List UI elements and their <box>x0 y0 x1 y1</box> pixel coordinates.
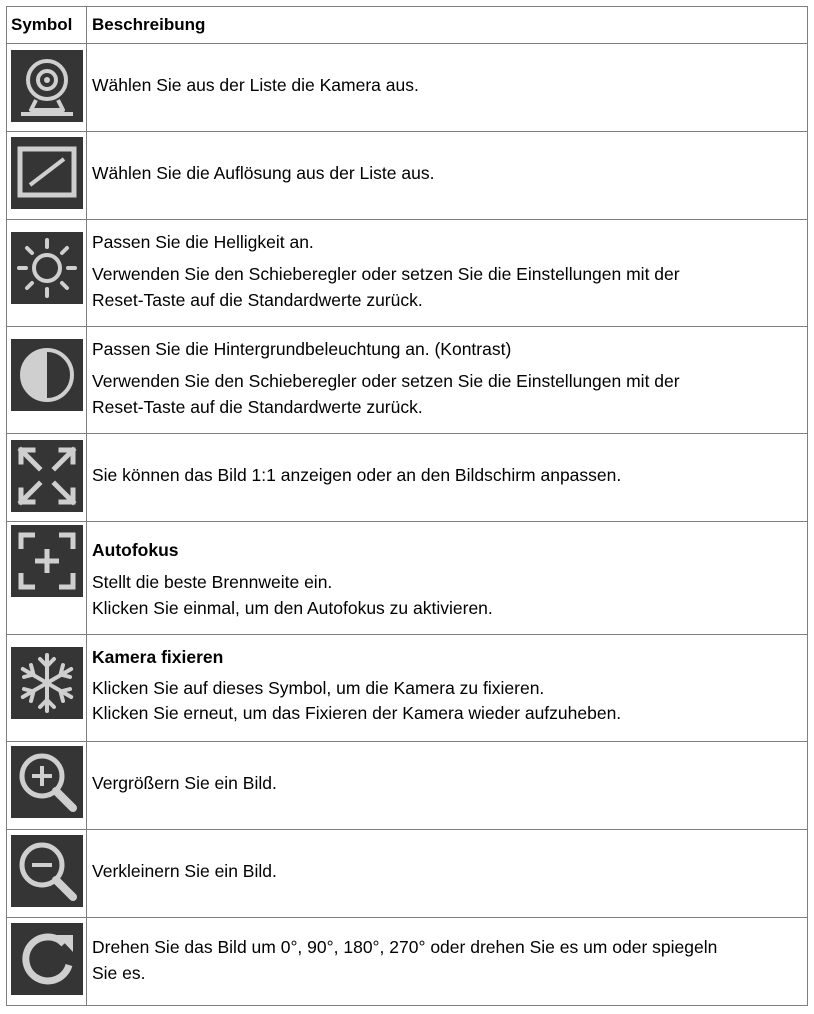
description-text: Verwenden Sie den Schieberegler oder setzen Sie die Einstellungen mit der <box>92 264 680 284</box>
description-text: Wählen Sie die Auflösung aus der Liste aus. <box>92 163 435 183</box>
header-description: Beschreibung <box>87 7 808 43</box>
rotate-icon <box>11 923 83 995</box>
contrast-icon <box>11 339 83 411</box>
table-row <box>6 326 808 433</box>
description-text: Verkleinern Sie ein Bild. <box>92 861 277 881</box>
fit-screen-icon <box>11 440 83 512</box>
description-text: Klicken Sie auf dieses Symbol, um die Kamera zu fixieren. <box>92 678 545 698</box>
description-text: Wählen Sie aus der Liste die Kamera aus. <box>92 75 419 95</box>
description-cell <box>87 522 808 634</box>
description-cell <box>87 327 808 433</box>
description-text: Klicken Sie erneut, um das Fixieren der Kamera wieder aufzuheben. <box>92 703 622 723</box>
description-cell <box>87 132 808 219</box>
description-text: Passen Sie die Helligkeit an. <box>92 232 314 252</box>
description-text: Drehen Sie das Bild um 0°, 90°, 180°, 270° oder drehen Sie es um oder spiegeln <box>92 937 718 957</box>
symbol-cell <box>6 918 87 1005</box>
description-cell <box>87 220 808 326</box>
description-cell <box>87 918 808 1005</box>
description-title: Autofokus <box>92 540 179 560</box>
description-cell <box>87 44 808 131</box>
symbol-cell <box>6 522 87 634</box>
symbol-cell <box>6 327 87 433</box>
symbol-table <box>6 6 808 1006</box>
symbol-cell <box>6 44 87 131</box>
description-text: Reset-Taste auf die Standardwerte zurück. <box>92 397 423 417</box>
zoom-in-icon <box>11 746 83 818</box>
header-symbol: Symbol <box>6 7 87 43</box>
symbol-cell <box>6 830 87 917</box>
description-text: Passen Sie die Hintergrundbeleuchtung an. (Kontrast) <box>92 339 512 359</box>
description-text: Verwenden Sie den Schieberegler oder setzen Sie die Einstellungen mit der <box>92 371 680 391</box>
table-row <box>6 917 808 1006</box>
description-text: Sie können das Bild 1:1 anzeigen oder an den Bildschirm anpassen. <box>92 465 622 485</box>
table-row <box>6 43 808 131</box>
description-text: Sie es. <box>92 963 146 983</box>
table-row <box>6 131 808 219</box>
description-text: Klicken Sie einmal, um den Autofokus zu aktivieren. <box>92 598 493 618</box>
symbol-cell <box>6 132 87 219</box>
webcam-icon <box>11 50 83 122</box>
snowflake-icon <box>11 647 83 719</box>
table-row <box>6 521 808 634</box>
zoom-out-icon <box>11 835 83 907</box>
table-row <box>6 219 808 326</box>
table-row <box>6 741 808 829</box>
symbol-cell <box>6 635 87 741</box>
description-text: Reset-Taste auf die Standardwerte zurück. <box>92 290 423 310</box>
description-cell <box>87 830 808 917</box>
description-title: Kamera fixieren <box>92 647 224 667</box>
table-row <box>6 433 808 521</box>
autofocus-icon <box>11 525 83 597</box>
description-cell <box>87 742 808 829</box>
description-text: Stellt die beste Brennweite ein. <box>92 572 333 592</box>
symbol-cell <box>6 434 87 521</box>
table-row <box>6 829 808 917</box>
symbol-cell <box>6 742 87 829</box>
resolution-icon <box>11 137 83 209</box>
table-row <box>6 634 808 741</box>
description-cell <box>87 635 808 741</box>
brightness-icon <box>11 232 83 304</box>
description-text: Vergrößern Sie ein Bild. <box>92 773 277 793</box>
table-header-row <box>6 6 808 43</box>
description-cell <box>87 434 808 521</box>
symbol-cell <box>6 220 87 326</box>
